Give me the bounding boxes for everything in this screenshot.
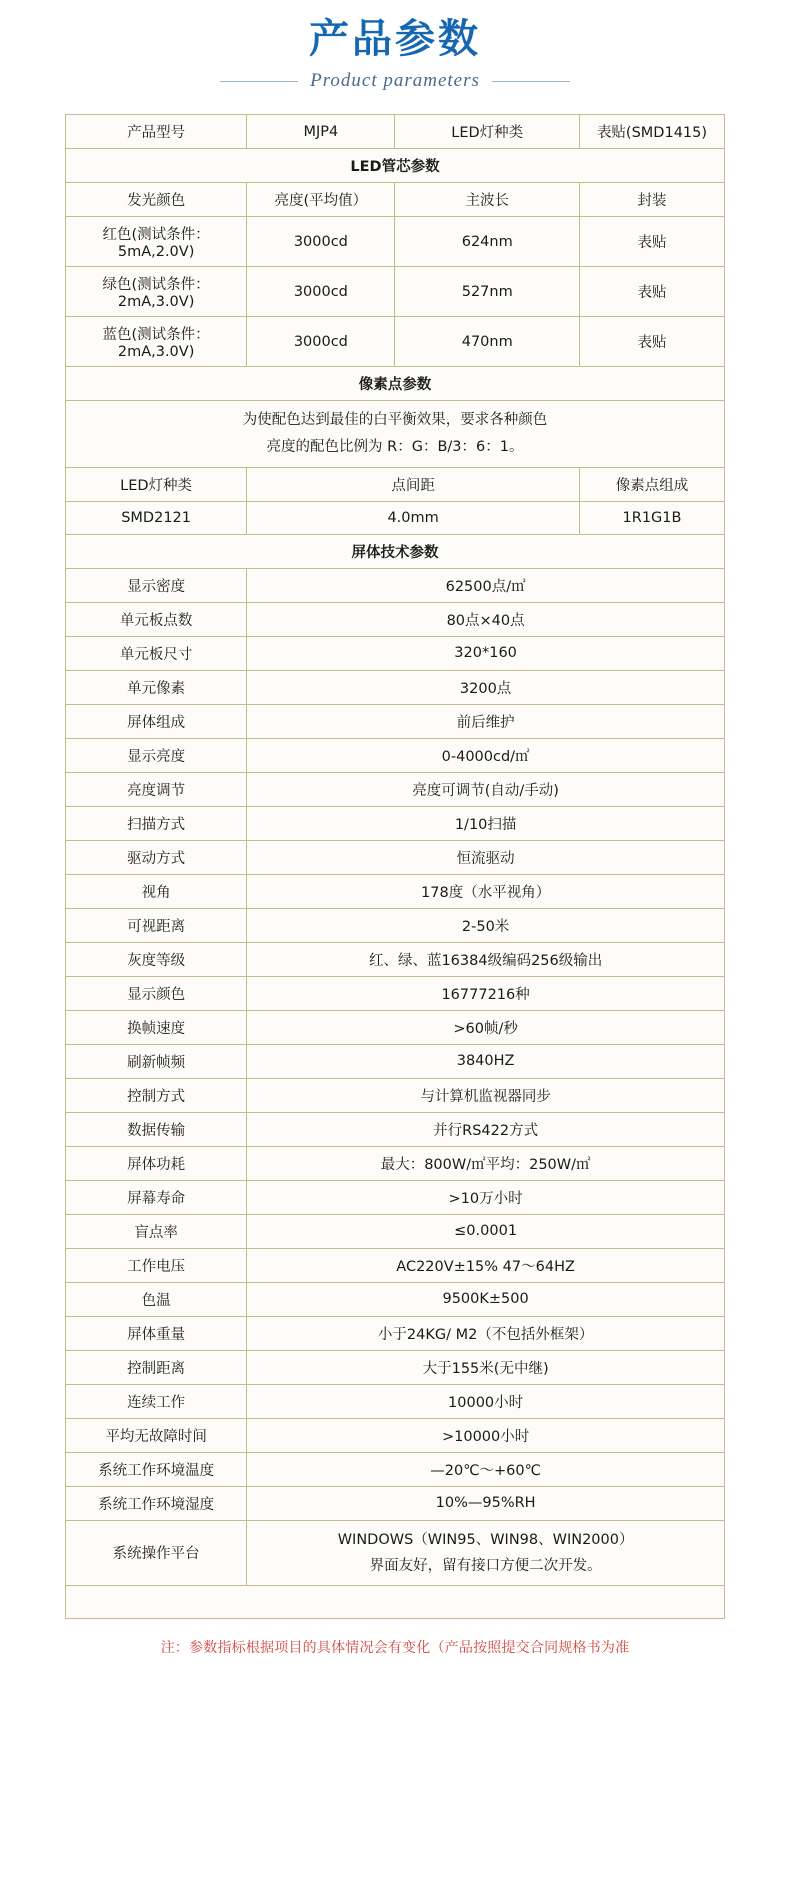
table-row bbox=[66, 1350, 725, 1384]
spec-label: 色温 bbox=[66, 1282, 247, 1316]
spec-label: 显示颜色 bbox=[66, 976, 247, 1010]
page-header bbox=[0, 0, 790, 92]
spec-table bbox=[65, 114, 725, 1619]
spec-label: 显示密度 bbox=[66, 568, 247, 602]
led-header-color: 发光颜色 bbox=[66, 183, 247, 217]
led-header-brightness: 亮度(平均值） bbox=[247, 183, 395, 217]
led-row-color: 蓝色(测试条件：2mA,3.0V) bbox=[66, 317, 247, 367]
spec-label: 单元板尺寸 bbox=[66, 636, 247, 670]
table-row bbox=[66, 149, 725, 183]
pixel-header-composition: 像素点组成 bbox=[580, 467, 725, 501]
table-bottom-spacer bbox=[66, 1585, 725, 1618]
spec-label: 连续工作 bbox=[66, 1384, 247, 1418]
spec-value: 与计算机监视器同步 bbox=[247, 1078, 725, 1112]
spec-value: 2-50米 bbox=[247, 908, 725, 942]
spec-value: 大于155米(无中继) bbox=[247, 1350, 725, 1384]
spec-value: 178度（水平视角） bbox=[247, 874, 725, 908]
table-row bbox=[66, 840, 725, 874]
spec-label: 系统工作环境湿度 bbox=[66, 1486, 247, 1520]
table-row bbox=[66, 976, 725, 1010]
spec-label: 控制方式 bbox=[66, 1078, 247, 1112]
table-row bbox=[66, 1180, 725, 1214]
table-row bbox=[66, 602, 725, 636]
spec-label: 屏体功耗 bbox=[66, 1146, 247, 1180]
spec-value: 小于24KG/ M2（不包括外框架） bbox=[247, 1316, 725, 1350]
led-row-wavelength: 624nm bbox=[395, 217, 580, 267]
spec-label: 控制距离 bbox=[66, 1350, 247, 1384]
spec-value: 亮度可调节(自动/手动) bbox=[247, 772, 725, 806]
spec-label: 系统工作环境温度 bbox=[66, 1452, 247, 1486]
subtitle-row bbox=[0, 70, 790, 92]
table-row bbox=[66, 401, 725, 468]
led-row-color: 红色(测试条件：5mA,2.0V) bbox=[66, 217, 247, 267]
footnote: 注：参数指标根据项目的具体情况会有变化（产品按照提交合同规格书为准 bbox=[160, 1639, 630, 1656]
spec-value: 最大：800W/㎡平均：250W/㎡ bbox=[247, 1146, 725, 1180]
section-title-pixel: 像素点参数 bbox=[66, 367, 725, 401]
table-row bbox=[66, 1585, 725, 1618]
table-row bbox=[66, 1044, 725, 1078]
spec-label: 工作电压 bbox=[66, 1248, 247, 1282]
table-row bbox=[66, 1248, 725, 1282]
table-row bbox=[66, 1418, 725, 1452]
spec-value: 并行RS422方式 bbox=[247, 1112, 725, 1146]
spec-value: >10万小时 bbox=[247, 1180, 725, 1214]
spec-label: 屏体重量 bbox=[66, 1316, 247, 1350]
platform-value bbox=[247, 1520, 725, 1585]
table-row bbox=[66, 1112, 725, 1146]
table-row bbox=[66, 501, 725, 534]
table-row bbox=[66, 636, 725, 670]
spec-value: ≤0.0001 bbox=[247, 1214, 725, 1248]
spec-label: 可视距离 bbox=[66, 908, 247, 942]
pixel-note-line1: 为使配色达到最佳的白平衡效果，要求各种颜色 bbox=[242, 412, 548, 428]
platform-label: 系统操作平台 bbox=[66, 1520, 247, 1585]
spec-label: 灰度等级 bbox=[66, 942, 247, 976]
pixel-note-line2: 亮度的配色比例为 R：G：B/3：6：1。 bbox=[266, 438, 524, 455]
spec-label: 刷新帧频 bbox=[66, 1044, 247, 1078]
spec-value: 3200点 bbox=[247, 670, 725, 704]
led-row-brightness: 3000cd bbox=[247, 317, 395, 367]
table-row bbox=[66, 704, 725, 738]
table-row bbox=[66, 874, 725, 908]
section-title-led: LED管芯参数 bbox=[66, 149, 725, 183]
table-row bbox=[66, 217, 725, 267]
spec-value: 62500点/㎡ bbox=[247, 568, 725, 602]
led-type-label: LED灯种类 bbox=[395, 115, 580, 149]
table-row bbox=[66, 183, 725, 217]
table-row bbox=[66, 1282, 725, 1316]
spec-table-wrapper bbox=[65, 114, 725, 1619]
table-row bbox=[66, 738, 725, 772]
spec-label: 显示亮度 bbox=[66, 738, 247, 772]
spec-value: 恒流驱动 bbox=[247, 840, 725, 874]
spec-value: —20℃～+60℃ bbox=[247, 1452, 725, 1486]
spec-label: 单元板点数 bbox=[66, 602, 247, 636]
table-row bbox=[66, 772, 725, 806]
spec-value: 10000小时 bbox=[247, 1384, 725, 1418]
page-subtitle: Product parameters bbox=[310, 70, 480, 91]
pixel-value-pitch: 4.0mm bbox=[247, 501, 580, 534]
spec-label: 亮度调节 bbox=[66, 772, 247, 806]
table-row bbox=[66, 1146, 725, 1180]
spec-value: 1/10扫描 bbox=[247, 806, 725, 840]
led-row-brightness: 3000cd bbox=[247, 267, 395, 317]
table-row bbox=[66, 267, 725, 317]
spec-label: 单元像素 bbox=[66, 670, 247, 704]
led-row-package: 表贴 bbox=[580, 267, 725, 317]
pixel-header-led-type: LED灯种类 bbox=[66, 467, 247, 501]
led-row-color: 绿色(测试条件：2mA,3.0V) bbox=[66, 267, 247, 317]
led-header-package: 封装 bbox=[580, 183, 725, 217]
spec-value: 320*160 bbox=[247, 636, 725, 670]
section-title-screen: 屏体技术参数 bbox=[66, 534, 725, 568]
spec-label: 平均无故障时间 bbox=[66, 1418, 247, 1452]
spec-value: 0-4000cd/㎡ bbox=[247, 738, 725, 772]
table-row bbox=[66, 670, 725, 704]
model-label: 产品型号 bbox=[66, 115, 247, 149]
led-row-package: 表贴 bbox=[580, 317, 725, 367]
table-row bbox=[66, 367, 725, 401]
spec-label: 换帧速度 bbox=[66, 1010, 247, 1044]
led-row-wavelength: 470nm bbox=[395, 317, 580, 367]
pixel-header-pitch: 点间距 bbox=[247, 467, 580, 501]
led-header-wavelength: 主波长 bbox=[395, 183, 580, 217]
pixel-value-composition: 1R1G1B bbox=[580, 501, 725, 534]
spec-value: 9500K±500 bbox=[247, 1282, 725, 1316]
model-value: MJP4 bbox=[247, 115, 395, 149]
pixel-value-led-type: SMD2121 bbox=[66, 501, 247, 534]
spec-label: 扫描方式 bbox=[66, 806, 247, 840]
spec-label: 驱动方式 bbox=[66, 840, 247, 874]
table-row bbox=[66, 1078, 725, 1112]
page-title: 产品参数 bbox=[309, 16, 481, 62]
table-row bbox=[66, 1486, 725, 1520]
divider-right bbox=[492, 81, 570, 82]
spec-value: >10000小时 bbox=[247, 1418, 725, 1452]
platform-line2: 界面友好，留有接口方便二次开发。 bbox=[369, 1557, 602, 1574]
table-row bbox=[66, 1520, 725, 1585]
table-row bbox=[66, 568, 725, 602]
table-row bbox=[66, 115, 725, 149]
led-row-wavelength: 527nm bbox=[395, 267, 580, 317]
table-row bbox=[66, 908, 725, 942]
table-row bbox=[66, 1316, 725, 1350]
spec-label: 屏体组成 bbox=[66, 704, 247, 738]
table-row bbox=[66, 1214, 725, 1248]
table-row bbox=[66, 534, 725, 568]
table-row bbox=[66, 1384, 725, 1418]
table-row bbox=[66, 1452, 725, 1486]
spec-label: 盲点率 bbox=[66, 1214, 247, 1248]
led-row-brightness: 3000cd bbox=[247, 217, 395, 267]
spec-value: >60帧/秒 bbox=[247, 1010, 725, 1044]
spec-label: 数据传输 bbox=[66, 1112, 247, 1146]
table-row bbox=[66, 806, 725, 840]
table-row bbox=[66, 942, 725, 976]
table-row bbox=[66, 467, 725, 501]
table-row bbox=[66, 1010, 725, 1044]
led-row-package: 表贴 bbox=[580, 217, 725, 267]
spec-value: 10%—95%RH bbox=[247, 1486, 725, 1520]
spec-value: 3840HZ bbox=[247, 1044, 725, 1078]
spec-value: 前后维护 bbox=[247, 704, 725, 738]
led-type-value: 表贴(SMD1415) bbox=[580, 115, 725, 149]
table-row bbox=[66, 317, 725, 367]
spec-value: 16777216种 bbox=[247, 976, 725, 1010]
spec-value: 红、绿、蓝16384级编码256级输出 bbox=[247, 942, 725, 976]
spec-value: AC220V±15% 47～64HZ bbox=[247, 1248, 725, 1282]
spec-label: 屏幕寿命 bbox=[66, 1180, 247, 1214]
spec-label: 视角 bbox=[66, 874, 247, 908]
platform-line1: WINDOWS（WIN95、WIN98、WIN2000） bbox=[337, 1531, 634, 1548]
pixel-note bbox=[66, 401, 725, 468]
spec-value: 80点×40点 bbox=[247, 602, 725, 636]
divider-left bbox=[220, 81, 298, 82]
